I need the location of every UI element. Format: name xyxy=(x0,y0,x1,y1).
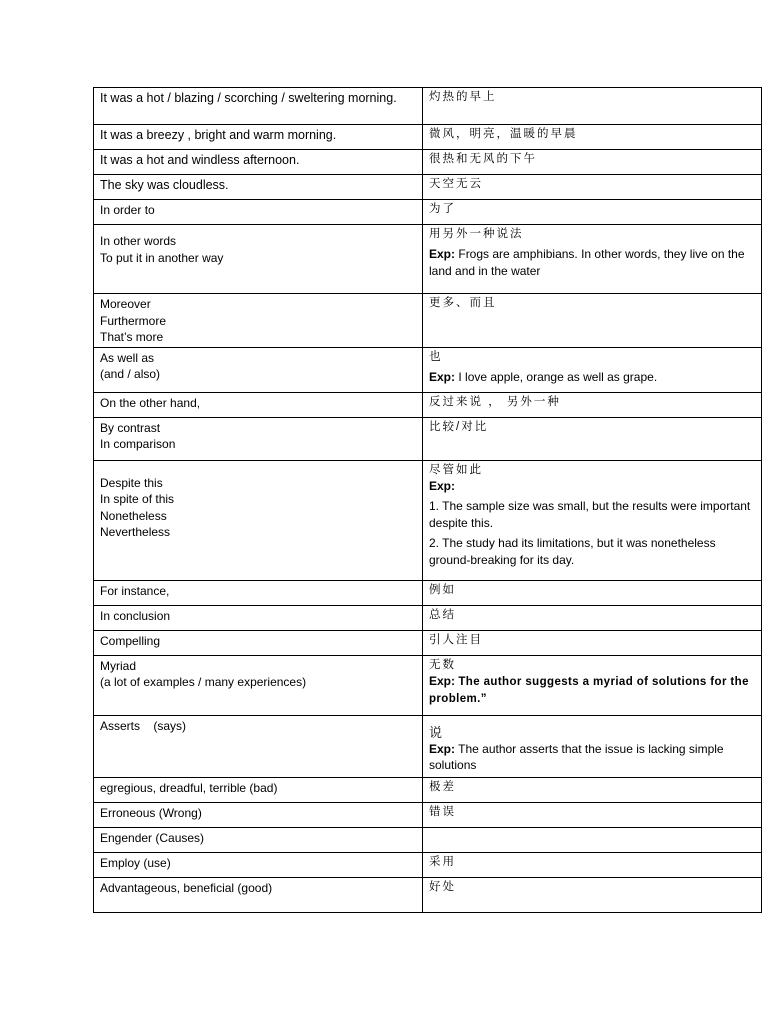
translation-text: 极差 xyxy=(429,780,456,793)
translation-cell xyxy=(423,655,762,715)
table-row xyxy=(94,802,762,827)
translation-cell xyxy=(423,852,762,877)
translation-cell xyxy=(423,88,762,125)
phrase-line: Nevertheless xyxy=(100,525,171,539)
example-item: 1. The sample size was small, but the results were important despite this. xyxy=(429,499,751,530)
table-row xyxy=(94,150,762,175)
table-row xyxy=(94,225,762,294)
phrase-cell xyxy=(94,580,423,605)
phrase-line: Despite this xyxy=(100,475,163,490)
phrase-text: For instance, xyxy=(100,583,170,598)
translation-text: 采用 xyxy=(429,855,456,868)
table-row xyxy=(94,125,762,150)
phrase-text: It was a breezy , bright and warm morning. xyxy=(100,128,337,142)
phrase-cell xyxy=(94,150,423,175)
example-label: Exp: xyxy=(429,369,456,384)
table-row xyxy=(94,417,762,460)
phrase-text: egregious, dreadful, terrible (bad) xyxy=(100,780,278,795)
phrase-line: By contrast xyxy=(100,420,161,435)
table-row xyxy=(94,877,762,912)
example-label: Exp: xyxy=(429,741,456,756)
example xyxy=(429,741,755,774)
translation-text: 例如 xyxy=(429,583,456,596)
translation-text: 为了 xyxy=(429,203,456,215)
translation-cell xyxy=(423,827,762,852)
phrase-text: Employ (use) xyxy=(100,855,171,870)
phrase-cell xyxy=(94,347,423,392)
phrase-cell xyxy=(94,852,423,877)
translation-cell xyxy=(423,225,762,294)
table-row xyxy=(94,460,762,580)
table-row xyxy=(94,88,762,125)
translation-cell xyxy=(423,125,762,150)
phrase-cell xyxy=(94,225,423,294)
phrase-line: To put it in another way xyxy=(100,250,224,265)
phrase-line: (and / also) xyxy=(100,367,161,381)
translation-text: 很热和无风的下午 xyxy=(429,153,537,165)
translation-text: 也 xyxy=(429,350,443,363)
phrase-line: In spite of this xyxy=(100,492,175,506)
translation-cell xyxy=(423,150,762,175)
translation-text: 说 xyxy=(429,724,443,740)
example-text: I love apple, orange as well as grape. xyxy=(458,369,658,384)
example xyxy=(429,246,755,279)
table-row xyxy=(94,777,762,802)
phrase-text: Asserts (says) xyxy=(100,718,187,733)
example-item: 2. The study had its limitations, but it was nonetheless ground-breaking for its day. xyxy=(429,536,716,567)
phrase-cell xyxy=(94,715,423,777)
phrase-text: In order to xyxy=(100,203,155,217)
table-row xyxy=(94,294,762,348)
phrase-text: It was a hot and windless afternoon. xyxy=(100,153,300,167)
table-row xyxy=(94,715,762,777)
phrase-cell xyxy=(94,175,423,200)
translation-cell xyxy=(423,630,762,655)
phrase-cell xyxy=(94,605,423,630)
phrase-line: Furthermore xyxy=(100,313,167,328)
phrase-cell xyxy=(94,200,423,225)
translation-cell xyxy=(423,417,762,460)
translation-text: 微风，明亮，温暖的早晨 xyxy=(429,128,578,140)
example xyxy=(429,673,755,708)
translation-cell xyxy=(423,877,762,912)
phrase-cell xyxy=(94,417,423,460)
example xyxy=(429,369,755,386)
phrase-line: That’s more xyxy=(100,330,164,344)
translation-cell xyxy=(423,175,762,200)
translation-text: 比较/对比 xyxy=(429,420,489,433)
table-row xyxy=(94,655,762,715)
translation-cell xyxy=(423,460,762,580)
phrase-cell xyxy=(94,777,423,802)
phrase-line: In other words xyxy=(100,234,177,248)
phrase-line: Myriad xyxy=(100,658,137,673)
example-text: Frogs are amphibians. In other words, they live on the land and in the water xyxy=(429,247,745,278)
translation-text: 反过来说 ， 另外一种 xyxy=(429,395,561,408)
translation-text: 灼热的早上 xyxy=(429,91,497,103)
phrase-line: As well as xyxy=(100,350,155,365)
translation-cell xyxy=(423,392,762,417)
translation-text: 错误 xyxy=(429,805,456,818)
phrase-line: Nonetheless xyxy=(100,508,167,523)
phrase-text: Erroneous (Wrong) xyxy=(100,805,202,820)
example-label: Exp: xyxy=(429,247,456,261)
phrase-cell xyxy=(94,88,423,125)
translation-cell xyxy=(423,777,762,802)
translation-text: 更多、而且 xyxy=(429,297,497,309)
example-label: Exp: xyxy=(429,673,456,688)
example-text: The author asserts that the issue is lacking simple solutions xyxy=(429,741,724,772)
table-row xyxy=(94,392,762,417)
translation-cell xyxy=(423,580,762,605)
translation-text: 好处 xyxy=(429,880,456,893)
translation-cell xyxy=(423,294,762,348)
phrase-line: In comparison xyxy=(100,437,176,451)
translation-cell xyxy=(423,347,762,392)
phrase-cell xyxy=(94,392,423,417)
vocabulary-table xyxy=(93,87,762,913)
example-text: The author suggests a myriad of solutions for the problem.” xyxy=(429,675,749,705)
table-row xyxy=(94,347,762,392)
phrase-text: It was a hot / blazing / scorching / sweltering morning. xyxy=(100,91,397,105)
phrase-cell xyxy=(94,630,423,655)
example-label: Exp: xyxy=(429,478,456,493)
translation-cell xyxy=(423,605,762,630)
translation-cell xyxy=(423,200,762,225)
translation-cell xyxy=(423,802,762,827)
translation-text: 总结 xyxy=(429,608,456,621)
translation-text: 天空无云 xyxy=(429,178,483,190)
phrase-line: (a lot of examples / many experiences) xyxy=(100,675,307,689)
table-row xyxy=(94,630,762,655)
phrase-cell xyxy=(94,827,423,852)
phrase-text: Engender (Causes) xyxy=(100,830,205,845)
phrase-cell xyxy=(94,655,423,715)
table-row xyxy=(94,605,762,630)
table-row xyxy=(94,827,762,852)
translation-text: 无数 xyxy=(429,658,456,671)
phrase-cell xyxy=(94,125,423,150)
translation-text: 引人注目 xyxy=(429,633,483,646)
phrase-cell xyxy=(94,460,423,580)
translation-text: 用另外一种说法 xyxy=(429,228,524,240)
table-row xyxy=(94,200,762,225)
translation-cell xyxy=(423,715,762,777)
phrase-text: Advantageous, beneficial (good) xyxy=(100,880,273,895)
phrase-text: Compelling xyxy=(100,633,161,648)
table-row xyxy=(94,175,762,200)
phrase-text: The sky was cloudless. xyxy=(100,178,229,192)
phrase-text: On the other hand, xyxy=(100,395,201,410)
table-row xyxy=(94,580,762,605)
table-row xyxy=(94,852,762,877)
phrase-cell xyxy=(94,294,423,348)
translation-text: 尽管如此 xyxy=(429,463,483,476)
phrase-line: Moreover xyxy=(100,297,151,311)
phrase-text: In conclusion xyxy=(100,608,171,623)
phrase-cell xyxy=(94,802,423,827)
phrase-cell xyxy=(94,877,423,912)
